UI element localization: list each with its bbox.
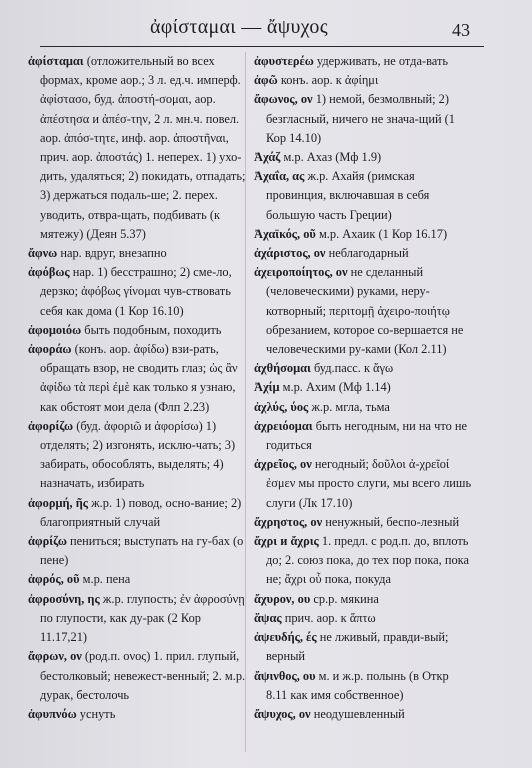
dictionary-entry — [254, 378, 472, 397]
dictionary-entry — [254, 455, 472, 513]
entry-definition: ср.р. мякина — [313, 591, 379, 606]
dictionary-entry — [254, 628, 472, 666]
entry-definition: пениться; выступать на гу-бах (о пене) — [40, 534, 244, 568]
entry-headword: ἄχρηστος, ον — [254, 514, 323, 529]
dictionary-entry — [254, 513, 472, 532]
entry-headword: Ἀχαΐα, ας — [254, 169, 305, 184]
entry-definition: неодушевленный — [313, 706, 405, 721]
dictionary-entry — [28, 340, 246, 417]
entry-headword: Ἀχαϊκός, οῦ — [254, 226, 316, 241]
dictionary-entry — [254, 52, 472, 71]
entry-definition: м.р. Ахим (Мф 1.14) — [282, 380, 391, 395]
dictionary-entry — [254, 590, 472, 609]
entry-headword: ἀχάριστος, ον — [254, 246, 326, 261]
dictionary-entry — [254, 705, 472, 724]
header-rule — [40, 46, 484, 47]
entry-headword: ἀχρεῖος, ον — [254, 457, 312, 472]
page-number: 43 — [452, 20, 470, 40]
dictionary-entry — [254, 263, 472, 359]
entry-headword: ἀχλύς, ύος — [254, 399, 309, 414]
entry-definition: удерживать, не отда-вать — [316, 54, 449, 68]
entry-definition: уснуть — [79, 706, 116, 721]
entry-definition: (род.п. ονος) 1. прил. глупый, бестолковый; невежест-венный; 2. м.р. дурак, бестолочь — [40, 649, 246, 702]
dictionary-entry — [28, 590, 246, 648]
entry-definition: прич. аор. к ἅπτω — [284, 610, 376, 625]
entry-definition: нар. вдруг, внезапно — [60, 246, 167, 261]
entry-definition: не сделанный (человеческими) руками, неру-котворный; περιτομῇ ἀχειρο-ποιήτῳ обрезанием, которое со-вершается не человеческими ру-ками (Кол 2.11) — [266, 265, 464, 357]
dictionary-entry — [28, 705, 246, 724]
dictionary-entry — [254, 167, 472, 225]
entry-definition: м.р. Ахаз (Мф 1.9) — [283, 150, 382, 165]
entry-definition: быть негодным, ни на что не годиться — [266, 418, 468, 453]
entry-headword: ἀφροσύνη, ης — [28, 591, 100, 606]
dictionary-entry — [28, 321, 246, 340]
entry-definition: 1. предл. с род.п. до, вплоть до; 2. союз пока, до тех пор пока, пока не; ἄχρι οὗ пока, покуда — [266, 534, 469, 587]
entry-definition: ж.р. глупость; ἐν ἀφροσύνῃ по глупости, как ду-рак (2 Кор 11.17,21) — [40, 591, 245, 645]
entry-definition: ж.р. мгла, тьма — [311, 399, 390, 414]
entry-definition: м. и ж.р. полынь (в Откр 8.11 как имя собственное) — [266, 668, 449, 702]
right-column — [254, 52, 472, 764]
entry-definition: не лживый, правди-вый; верный — [266, 630, 449, 664]
entry-headword: ἄφνω — [28, 246, 58, 261]
dictionary-entry — [28, 647, 246, 705]
entry-definition: м.р. пена — [82, 572, 131, 587]
entry-headword: ἀφυστερέω — [254, 54, 314, 68]
entry-definition: буд.пасс. к ἄγω — [313, 361, 394, 376]
entry-definition: нар. 1) бесстрашно; 2) сме-ло, дерзко; ἀφόβως γίνομαι чув-ствовать себя как дома (1 Кор 16.10) — [40, 265, 232, 318]
entry-headword: ἀφυπνόω — [28, 706, 77, 721]
dictionary-entry — [254, 417, 472, 455]
entry-definition: конъ. аор. к ἀφίημι — [280, 73, 379, 88]
dictionary-entry — [28, 417, 246, 494]
entry-headword: Ἀχίμ — [254, 380, 280, 395]
entry-headword: ἀφῶ — [254, 73, 278, 88]
dictionary-entry — [254, 244, 472, 263]
dictionary-entry — [254, 609, 472, 628]
running-head: ἀφίσταμαι — ἄψυχος — [150, 16, 328, 38]
entry-definition: негодный; δοῦλοι ἀ-χρεῖοί ἐσμεν мы просто слуги, мы всего лишь слуги (Лк 17.10) — [266, 457, 472, 510]
entry-definition: (буд. ἀφοριῶ и ἀφορίσω) 1) отделять; 2) изгонять, исклю-чать; 3) забирать, обособлять, выделять; 4) назначать, избирать — [40, 418, 236, 491]
entry-headword: ἄψυχος, ον — [254, 706, 311, 721]
entry-definition: 1) немой, безмолвный; 2) безгласный, ничего не знача-щий (1 Кор 14.10) — [266, 92, 455, 145]
dictionary-entry — [254, 398, 472, 417]
dictionary-entry — [28, 263, 246, 321]
dictionary-entry — [28, 52, 246, 244]
entry-headword: ἀφρός, οῦ — [28, 572, 80, 587]
entry-headword: ἄφρων, ον — [28, 649, 82, 664]
dictionary-entry — [254, 90, 472, 148]
entry-headword: ἀφομοιόω — [28, 322, 82, 337]
dictionary-entry — [254, 148, 472, 167]
entry-definition: ж.р. Ахайя (римская провинция, включавшая в себя большую часть Греции) — [266, 169, 430, 222]
entry-headword: ἀχειροποίητος, ον — [254, 265, 348, 280]
entry-headword: ἄχυρον, ου — [254, 591, 311, 606]
entry-definition: быть подобным, походить — [84, 322, 222, 337]
entry-headword: ἀφορίζω — [28, 418, 74, 433]
entry-headword: ἀχθήσομαι — [254, 361, 311, 376]
dictionary-entry — [28, 532, 246, 570]
dictionary-entry — [254, 667, 472, 705]
dictionary-entry — [254, 532, 472, 590]
entry-definition: неблагодарный — [328, 246, 409, 261]
entry-definition: м.р. Ахаик (1 Кор 16.17) — [318, 226, 448, 241]
left-column — [28, 52, 246, 764]
entry-definition: ненужный, беспо-лезный — [325, 514, 460, 529]
entry-definition: (отложительный во всех формах, кроме аор.; 3 л. ед.ч. имперф. ἀφίστασο, буд. ἀποστή-σομαι, аор. ἀπέστησα и ἀπέσ-την, 2 л. мн.ч. повел. аор. ἀπόσ-τητε, инф. аор. ἀποστῆναι, прич. аор. ἀποστάς) 1. неперех. 1) ухо-дить, удаляться; 2) покидать, отпадать; 3) держаться подаль-ше; 2. перех. уводить, отвра-щать, подбивать (к мятежу) (Деян 5.37) — [40, 54, 246, 241]
entry-headword: ἄχρι и ἄχρις — [254, 534, 319, 549]
entry-definition: ж.р. 1) повод, осно-вание; 2) благоприятный случай — [40, 495, 242, 529]
page-header — [0, 6, 532, 40]
dictionary-entry — [254, 225, 472, 244]
entry-headword: Ἀχάζ — [254, 150, 281, 165]
dictionary-entry — [28, 494, 246, 532]
dictionary-entry — [254, 71, 472, 90]
entry-headword: ἀφόβως — [28, 265, 70, 280]
dictionary-entry — [28, 244, 246, 263]
entry-headword: ἀψευδής, ές — [254, 630, 317, 645]
entry-headword: ἄφωνος, ον — [254, 92, 313, 107]
dictionary-entry — [28, 570, 246, 589]
entry-headword: ἀχρειόομαι — [254, 418, 313, 433]
dictionary-entry — [254, 359, 472, 378]
entry-headword: ἀφρίζω — [28, 534, 67, 549]
entry-headword: ἀφορμή, ῆς — [28, 495, 88, 510]
entry-headword: ἀφίσταμαι — [28, 54, 84, 68]
entry-headword: ἅψας — [254, 610, 282, 625]
entry-headword: ἄψινθος, ου — [254, 668, 316, 683]
entry-definition: (конъ. аор. ἀφίδω) взи-рать, обращать взор, не сводить глаз; ὡς ἂν ἀφίδω τὰ περὶ ἐμὲ как только я узнаю, как обстоят мои дела (Флп 2.23) — [40, 342, 238, 414]
entry-headword: ἀφοράω — [28, 342, 72, 357]
